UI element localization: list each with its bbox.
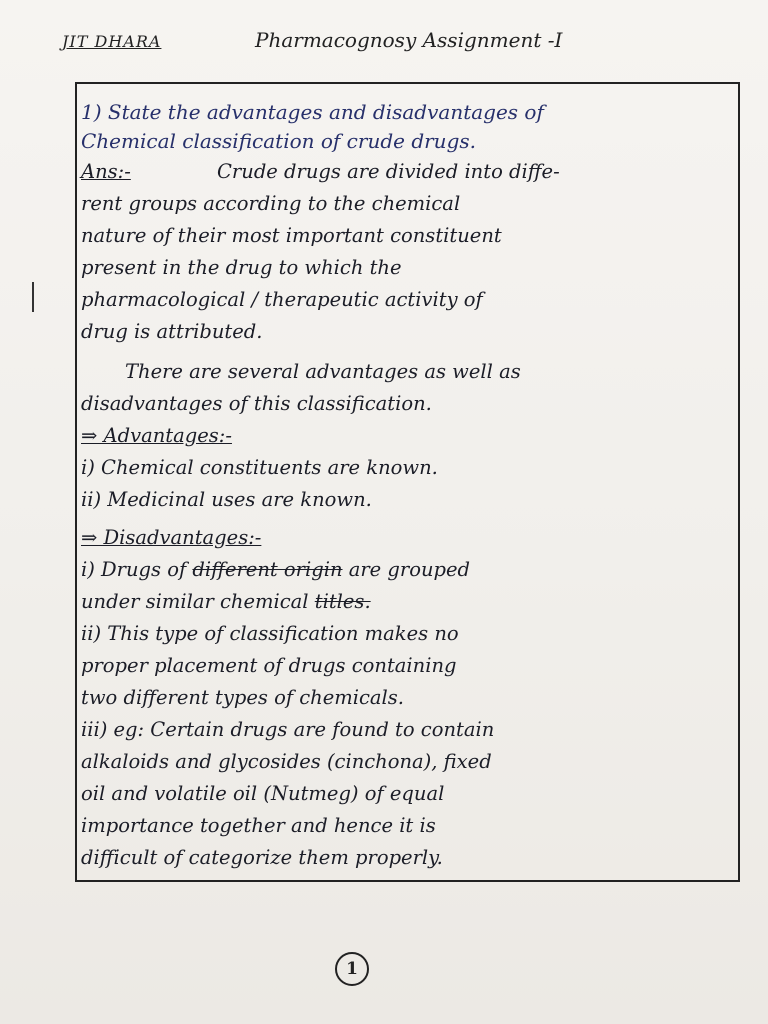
answer-text: Crude drugs are divided into diffe- bbox=[217, 160, 560, 183]
answer-line-5: pharmacological / therapeutic activity of bbox=[81, 288, 483, 311]
answer-line-4: present in the drug to which the bbox=[81, 256, 402, 279]
disadvantage-1-text-a: i) Drugs of bbox=[81, 558, 193, 581]
disadvantage-1-line-2 bbox=[75, 586, 743, 618]
answer-line-8: disadvantages of this classification. bbox=[81, 392, 432, 415]
student-name: JIT DHARA bbox=[62, 32, 162, 51]
answer-line-6: drug is attributed. bbox=[81, 320, 263, 343]
disadvantage-2-line-2: proper placement of drugs containing bbox=[81, 654, 457, 677]
disadvantage-3-line-3: oil and volatile oil (Nutmeg) of equal bbox=[81, 782, 445, 805]
disadvantage-3-line-4: importance together and hence it is bbox=[81, 814, 436, 837]
answer-line-3: nature of their most important constituent bbox=[81, 224, 502, 247]
disadvantages-heading: ⇒ Disadvantages:- bbox=[81, 526, 262, 549]
disadvantages-heading-line bbox=[75, 522, 743, 554]
disadvantage-1-text-d: under similar chemical bbox=[81, 590, 315, 613]
answer-label: Ans:- bbox=[81, 160, 131, 183]
answer-line-1 bbox=[75, 156, 743, 188]
disadvantage-2-line-3: two different types of chemicals. bbox=[81, 686, 404, 709]
question-line-2: Chemical classification of crude drugs. bbox=[81, 129, 476, 153]
disadvantage-1-text-c: are grouped bbox=[342, 558, 471, 581]
disadvantage-1-struck-titles: titles. bbox=[314, 590, 371, 613]
header bbox=[0, 22, 768, 72]
advantages-heading: ⇒ Advantages:- bbox=[81, 424, 232, 447]
question-line-1: 1) State the advantages and disadvantages of bbox=[81, 100, 544, 124]
answer-line-2: rent groups according to the chemical bbox=[81, 192, 461, 215]
margin-mark bbox=[32, 282, 34, 312]
advantages-heading-line bbox=[75, 420, 743, 452]
disadvantage-3-line-2: alkaloids and glycosides (cinchona), fixed bbox=[81, 750, 492, 773]
handwritten-text bbox=[75, 96, 743, 874]
advantage-2: ii) Medicinal uses are known. bbox=[81, 488, 372, 511]
disadvantage-1-struck-text: different origin bbox=[192, 558, 343, 581]
advantage-1: i) Chemical constituents are known. bbox=[81, 456, 438, 479]
assignment-title: Pharmacognosy Assignment -I bbox=[255, 28, 563, 52]
disadvantage-3-line-1: iii) eg: Certain drugs are found to contain bbox=[81, 718, 495, 741]
disadvantage-2-line-1: ii) This type of classification makes no bbox=[81, 622, 459, 645]
disadvantage-3-line-5: difficult of categorize them properly. bbox=[81, 846, 443, 869]
answer-line-7: There are several advantages as well as bbox=[125, 360, 521, 383]
page-number: 1 bbox=[335, 952, 369, 986]
disadvantage-1-line-1 bbox=[75, 554, 743, 586]
